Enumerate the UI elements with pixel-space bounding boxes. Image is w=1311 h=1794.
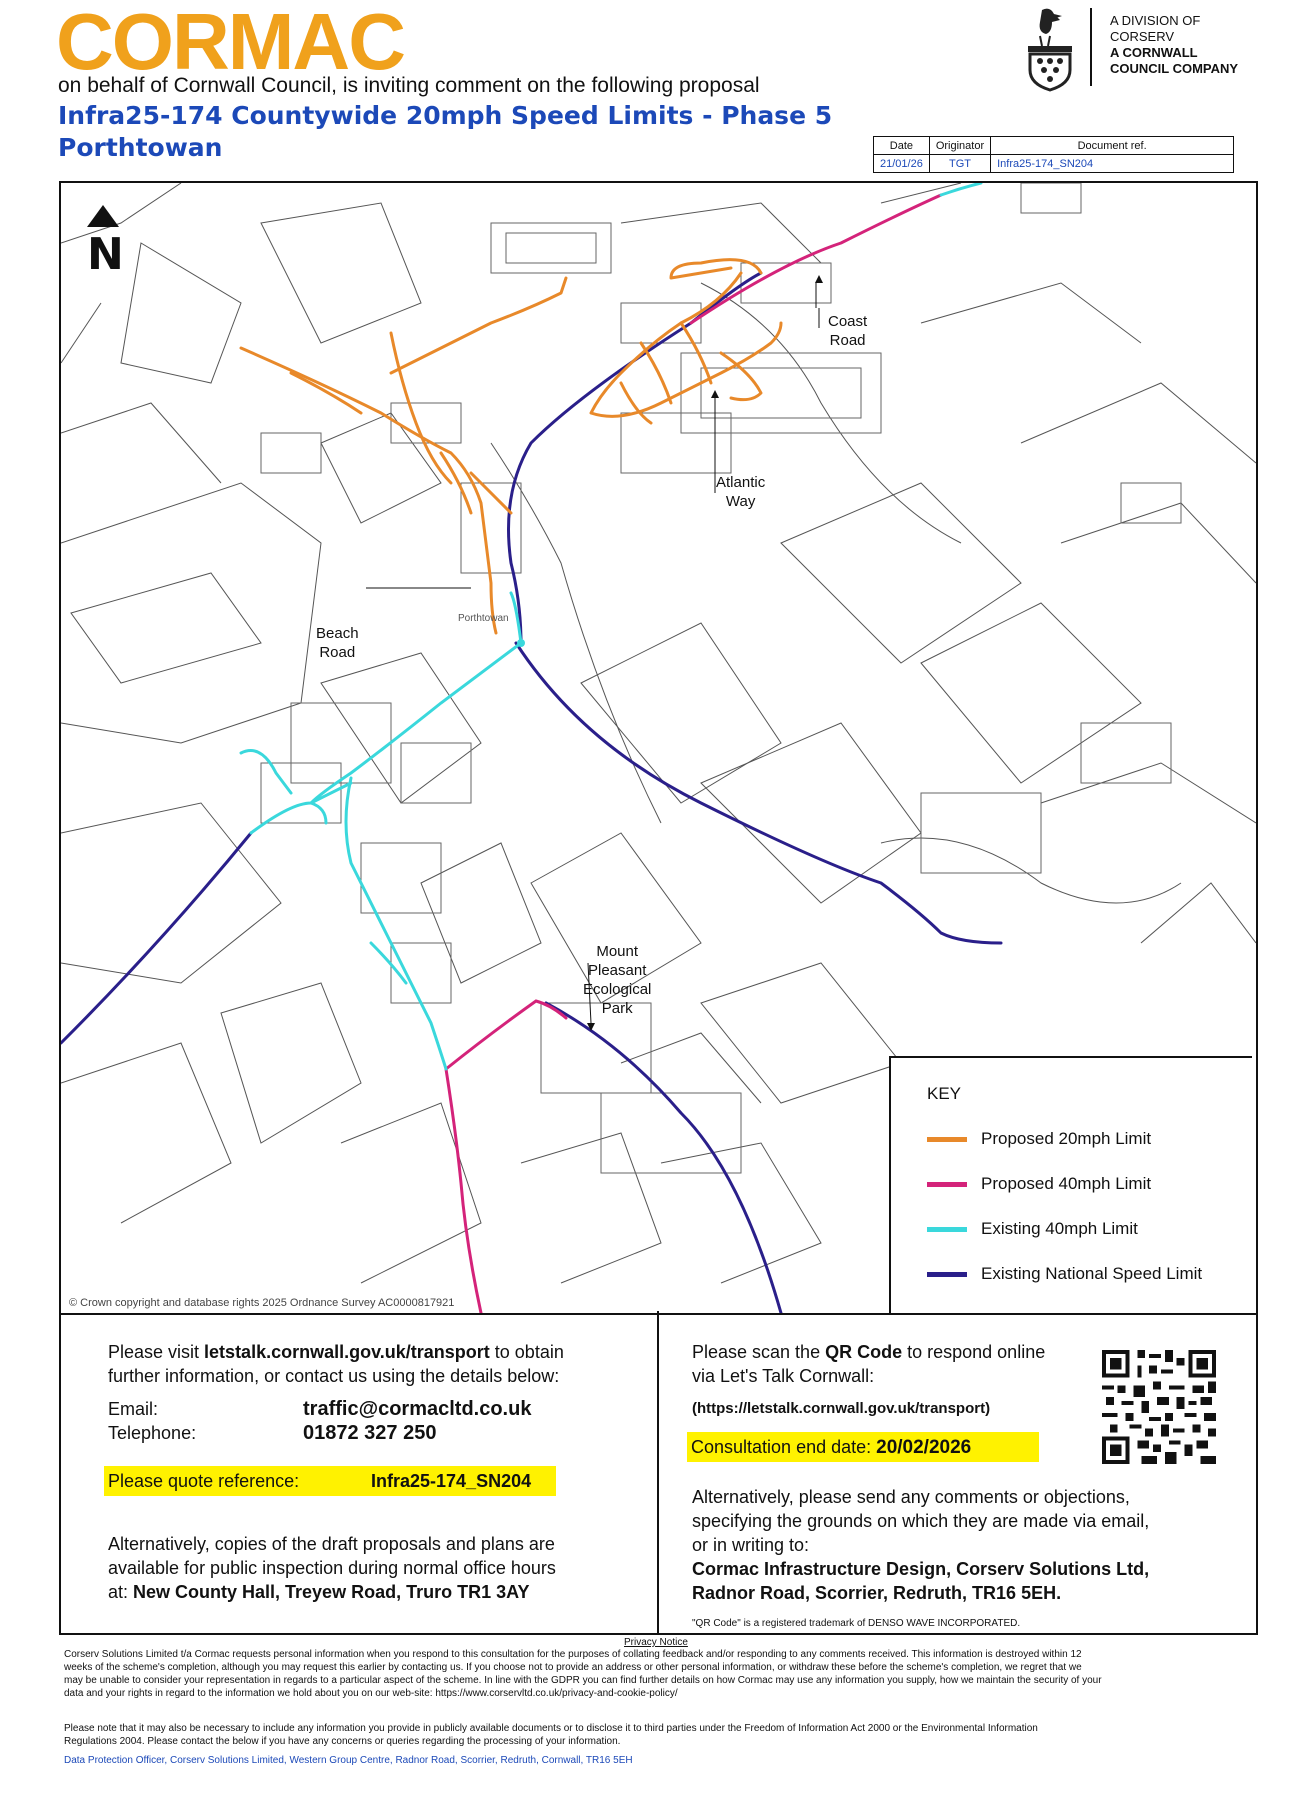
objections-text bbox=[692, 1485, 1149, 1605]
corserv-division-text bbox=[1110, 13, 1238, 77]
privacy-paragraph-2 bbox=[64, 1722, 1038, 1748]
key-swatch bbox=[927, 1182, 967, 1187]
header-divider bbox=[1090, 8, 1092, 86]
email-link[interactable]: traffic@cormacltd.co.uk bbox=[303, 1398, 532, 1420]
proposed-40mph-routes bbox=[446, 195, 941, 1313]
inspection-line: Alternatively, copies of the draft proposals and plans are bbox=[108, 1534, 555, 1554]
key-label: Existing National Speed Limit bbox=[981, 1264, 1203, 1283]
privacy-line: Corserv Solutions Limited t/a Cormac requests personal information when you respond to this consultation for the purposes of collating feedback and/or responding to any comments received. This information is destroyed within 12 bbox=[64, 1649, 1082, 1660]
privacy-line: Regulations 2004. Please contact the below if you have any concerns or queries regarding the processing of your information. bbox=[64, 1736, 621, 1747]
key-swatch bbox=[927, 1227, 967, 1232]
privacy-line: may be unable to consider your representation in regards to a particular aspect of the scheme. In line with the GDPR you can find further details on how Cormac may use any information you supply, how we maintain the security of your bbox=[64, 1675, 1102, 1686]
visit-pre: Please visit bbox=[108, 1342, 205, 1362]
key-title: KEY bbox=[927, 1084, 962, 1103]
junction-marker bbox=[517, 639, 525, 647]
meta-originator: TGT bbox=[929, 155, 990, 173]
privacy-line: weeks of the scheme's completion, although you may request this earlier by contacting us. If you choose not to provide an address or other personal information, or withdraw these before the scheme's completion, we regret that we bbox=[64, 1662, 1082, 1673]
intro-text: on behalf of Cornwall Council, is inviting comment on the following proposal bbox=[58, 74, 760, 97]
document-meta-table bbox=[873, 136, 1234, 173]
visit-text bbox=[108, 1340, 564, 1388]
company-line: A CORNWALL bbox=[1110, 45, 1198, 60]
inspection-address: New County Hall, Treyew Road, Truro TR1 3AY bbox=[133, 1582, 530, 1602]
key-swatch bbox=[927, 1272, 967, 1277]
key-label: Existing 40mph Limit bbox=[981, 1219, 1138, 1238]
qr-instruction bbox=[692, 1340, 1045, 1388]
key-label: Proposed 20mph Limit bbox=[981, 1129, 1152, 1148]
scan-line2: via Let's Talk Cornwall: bbox=[692, 1366, 875, 1386]
consultation-end-highlight bbox=[687, 1432, 1039, 1462]
meta-header-date: Date bbox=[874, 137, 930, 155]
postal-address-line: Cormac Infrastructure Design, Corserv Solutions Ltd, bbox=[692, 1559, 1150, 1579]
email-label: Email: bbox=[108, 1399, 159, 1419]
label-line: Pleasant bbox=[588, 962, 647, 979]
map-copyright: © Crown copyright and database rights 2025 Ordnance Survey AC0000817921 bbox=[69, 1297, 455, 1309]
data-protection-officer: Data Protection Officer, Corserv Solutions Limited, Western Group Centre, Radnor Road, Scorrier, Redruth, Cornwall, TR16 5EH bbox=[64, 1755, 633, 1766]
label-line: Road bbox=[829, 332, 866, 349]
scan-post: to respond online bbox=[902, 1342, 1046, 1362]
label-porthtowan: Porthtowan bbox=[458, 613, 509, 624]
label-line: Way bbox=[725, 493, 756, 510]
north-label: N bbox=[87, 229, 124, 280]
inspection-line: at: bbox=[108, 1582, 134, 1602]
label-line: Atlantic bbox=[716, 474, 766, 491]
inspection-line: available for public inspection during normal office hours bbox=[108, 1558, 556, 1578]
cormac-logo: CORMAC bbox=[56, 0, 404, 86]
visit-post: to obtain bbox=[489, 1342, 564, 1362]
label-beach-road bbox=[316, 624, 359, 662]
phone-value: 01872 327 250 bbox=[303, 1422, 437, 1444]
privacy-title: Privacy Notice bbox=[624, 1637, 688, 1648]
qr-trademark-note: "QR Code" is a registered trademark of DENSO WAVE INCORPORATED. bbox=[692, 1618, 1021, 1629]
key-item-national bbox=[927, 1264, 1202, 1284]
postal-address-line: Radnor Road, Scorrier, Redruth, TR16 5EH. bbox=[692, 1583, 1062, 1603]
division-line: A DIVISION OF bbox=[1110, 13, 1201, 28]
meta-ref: Infra25-174_SN204 bbox=[991, 155, 1234, 173]
key-label: Proposed 40mph Limit bbox=[981, 1174, 1152, 1193]
key-item-existing-40 bbox=[927, 1219, 1138, 1239]
objections-line: or in writing to: bbox=[692, 1535, 810, 1555]
key-item-proposed-20 bbox=[927, 1129, 1151, 1149]
page-title: Infra25-174 Countywide 20mph Speed Limits - Phase 5 bbox=[58, 101, 833, 130]
label-line: Coast bbox=[828, 313, 868, 330]
scan-bold: QR Code bbox=[825, 1342, 903, 1362]
reference-highlight bbox=[104, 1466, 556, 1496]
meta-header-ref: Document ref. bbox=[991, 137, 1234, 155]
key-swatch bbox=[927, 1137, 967, 1142]
corserv-crest-icon bbox=[1020, 6, 1080, 97]
phone-label: Telephone: bbox=[108, 1423, 197, 1443]
visit-url-link[interactable]: letstalk.cornwall.gov.uk/transport bbox=[204, 1342, 490, 1362]
inspection-text bbox=[108, 1532, 556, 1604]
objections-line: Alternatively, please send any comments or objections, bbox=[692, 1487, 1130, 1507]
label-line: Park bbox=[601, 1000, 633, 1017]
building-footprints bbox=[261, 183, 1181, 1173]
objections-line: specifying the grounds on which they are made via email, bbox=[692, 1511, 1150, 1531]
map-key bbox=[889, 1056, 1252, 1313]
label-line: Mount bbox=[596, 943, 639, 960]
company-line: COUNCIL COMPANY bbox=[1110, 61, 1239, 76]
label-coast-road bbox=[828, 312, 867, 350]
qr-code-icon[interactable] bbox=[1102, 1350, 1216, 1464]
label-atlantic-way bbox=[716, 473, 765, 511]
scan-pre: Please scan the bbox=[692, 1342, 826, 1362]
reference-label: Please quote reference: bbox=[108, 1471, 300, 1491]
consultation-end-label: Consultation end date: bbox=[691, 1437, 877, 1457]
key-item-proposed-40 bbox=[927, 1174, 1151, 1194]
national-speed-limit-routes bbox=[61, 273, 1001, 1313]
page-subtitle: Porthtowan bbox=[58, 133, 223, 162]
consultation-end-date: 20/02/2026 bbox=[876, 1437, 972, 1458]
letstalk-url[interactable]: (https://letstalk.cornwall.gov.uk/transport) bbox=[692, 1400, 991, 1417]
meta-date: 21/01/26 bbox=[874, 155, 930, 173]
info-divider bbox=[657, 1311, 659, 1633]
privacy-paragraph-1 bbox=[64, 1648, 1102, 1700]
privacy-line: Please note that it may also be necessary to include any information you provide in publicly available documents or to disclose it to third parties under the Freedom of Information Act 2000 or the Environmental Information bbox=[64, 1723, 1038, 1734]
label-mount-pleasant bbox=[583, 942, 651, 1018]
label-line: Ecological bbox=[583, 981, 652, 998]
visit-line2: further information, or contact us using the details below: bbox=[108, 1366, 560, 1386]
label-line: Beach bbox=[316, 625, 359, 642]
division-line: CORSERV bbox=[1110, 29, 1175, 44]
label-leader-lines bbox=[366, 283, 819, 1023]
meta-header-originator: Originator bbox=[929, 137, 990, 155]
privacy-line: data and your rights in regard to the information we hold about you on our web-site: https://www.corservltd.co.uk/privacy-and-cookie-policy/ bbox=[64, 1688, 678, 1699]
reference-value: Infra25-174_SN204 bbox=[371, 1471, 532, 1491]
label-line: Road bbox=[319, 644, 356, 661]
